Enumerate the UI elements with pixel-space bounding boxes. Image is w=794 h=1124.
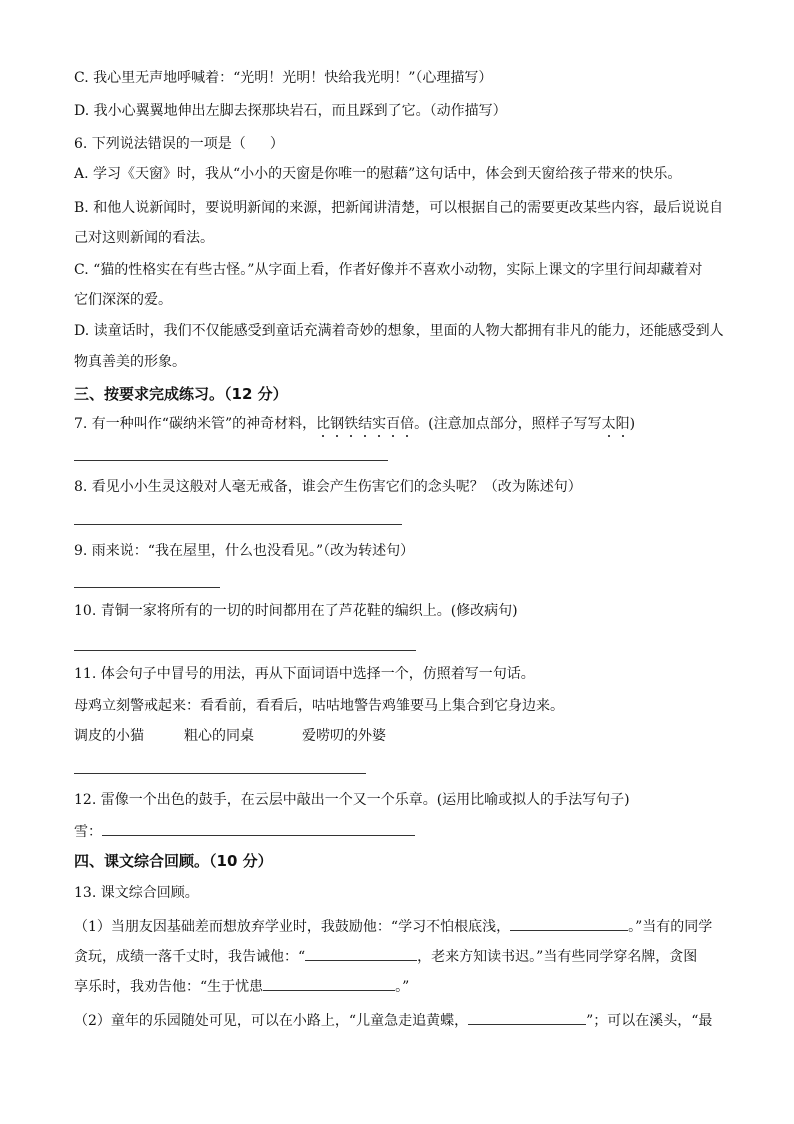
q13-text: （2）童年的乐园随处可见，可以在小路上，“儿童急走追黄蝶， bbox=[74, 1013, 469, 1029]
fill-in-blank[interactable] bbox=[263, 978, 395, 991]
dotted-char: 铁 bbox=[344, 416, 359, 432]
question-7-stem bbox=[74, 416, 635, 432]
q12-prefix: 雪： bbox=[74, 824, 102, 840]
fill-in-blank[interactable] bbox=[510, 918, 628, 931]
fill-in-blank[interactable] bbox=[468, 1012, 586, 1025]
question-6-stem bbox=[74, 136, 284, 152]
dotted-char: 倍 bbox=[400, 416, 415, 432]
q13-text: （1）当朋友因基础差而想放弃学业时，我鼓励他：“学习不怕根底浅， bbox=[74, 919, 511, 935]
q6-stem-close: ） bbox=[269, 136, 284, 152]
q13-text: ”；可以在溪头，“最 bbox=[586, 1013, 713, 1029]
dotted-char: 太 bbox=[601, 416, 616, 432]
q11-example: 母鸡立刻警戒起来：看看前，看看后，咕咕地警告鸡雏要马上集合到它身边来。 bbox=[74, 698, 564, 714]
q13-text: 享乐时，我劝告他：“生于忧患 bbox=[74, 979, 264, 995]
q13-text: 。”当有的同学 bbox=[628, 919, 713, 935]
question-8-stem: 8. 看见小小生灵这般对人毫无戒备，谁会产生伤害它们的念头呢？（改为陈述句） bbox=[74, 479, 582, 495]
q10-answer-line[interactable] bbox=[74, 650, 416, 651]
word-option: 调皮的小猫 bbox=[74, 728, 144, 744]
q12-answer-blank[interactable] bbox=[102, 823, 415, 836]
q13-text: 。” bbox=[395, 979, 410, 995]
question-13-stem: 13. 课文综合回顾。 bbox=[74, 885, 199, 901]
q7-text-a: 7. 有一种叫作“碳纳米管”的神奇材料， bbox=[74, 416, 317, 432]
option-d-line: D. 我小心翼翼地伸出左脚去探那块岩石，而且踩到了它。（动作描写） bbox=[74, 103, 507, 119]
dotted-char: 实 bbox=[372, 416, 387, 432]
q12-answer-row bbox=[74, 823, 415, 840]
q13-part2-line1 bbox=[74, 1012, 712, 1029]
fill-in-blank[interactable] bbox=[305, 948, 417, 961]
question-9-stem: 9. 雨来说：“我在屋里，什么也没看见。”（改为转述句） bbox=[74, 543, 415, 559]
q7-text-c: ) bbox=[629, 416, 636, 432]
section-3-heading: 三、按要求完成练习。（12 分） bbox=[74, 385, 288, 403]
q11-word-options bbox=[74, 728, 386, 744]
q6-option-d-line2: 物真善美的形象。 bbox=[74, 354, 186, 370]
q13-part1-line1 bbox=[74, 918, 712, 935]
q9-answer-line[interactable] bbox=[74, 587, 220, 588]
q6-option-b-line1: B. 和他人说新闻时，要说明新闻的来源，把新闻讲清楚，可以根据自己的需要更改某些内容，最后说说自 bbox=[74, 200, 724, 216]
q13-text: 贪玩，成绩一落千丈时，我告诫他：“ bbox=[74, 949, 306, 965]
q13-text: ，老来方知读书迟。”当有些同学穿名牌，贪图 bbox=[417, 949, 698, 965]
q6-stem-text: 6. 下列说法错误的一项是（ bbox=[74, 136, 246, 152]
q13-part1-line3 bbox=[74, 978, 409, 995]
dotted-char: 比 bbox=[316, 416, 331, 432]
word-option: 粗心的同桌 bbox=[184, 728, 254, 744]
option-c-line: C. 我心里无声地呼喊着：“光明！光明！快给我光明！”（心理描写） bbox=[74, 70, 493, 86]
dotted-char: 钢 bbox=[330, 416, 345, 432]
q6-option-c-line2: 它们深深的爱。 bbox=[74, 292, 172, 308]
section-4-heading: 四、课文综合回顾。（10 分） bbox=[74, 852, 273, 870]
q6-option-b-line2: 己对这则新闻的看法。 bbox=[74, 230, 214, 246]
q7-answer-line[interactable] bbox=[74, 460, 388, 461]
q6-option-a: A. 学习《天窗》时，我从“小小的天窗是你唯一的慰藉”这句话中，体会到天窗给孩子带来的快乐。 bbox=[74, 166, 682, 182]
q13-part1-line2 bbox=[74, 948, 697, 965]
q7-text-b: 。(注意加点部分，照样子写写 bbox=[414, 416, 602, 432]
q6-option-c-line1: C. “猫的性格实在有些古怪。”从字面上看，作者好像并不喜欢小动物，实际上课文的字里行间却藏着对 bbox=[74, 262, 703, 278]
dotted-char: 百 bbox=[386, 416, 401, 432]
q11-answer-line[interactable] bbox=[74, 773, 366, 774]
question-10-stem: 10. 青铜一家将所有的一切的时间都用在了芦花鞋的编织上。(修改病句) bbox=[74, 603, 518, 619]
question-12-stem: 12. 雷像一个出色的鼓手，在云层中敲出一个又一个乐章。(运用比喻或拟人的手法写句子) bbox=[74, 792, 630, 808]
dotted-char: 结 bbox=[358, 416, 373, 432]
dotted-char: 阳 bbox=[615, 416, 630, 432]
question-11-stem: 11. 体会句子中冒号的用法，再从下面词语中选择一个，仿照着写一句话。 bbox=[74, 666, 535, 682]
q6-option-d-line1: D. 读童话时，我们不仅能感受到童话充满着奇妙的想象，里面的人物大都拥有非凡的能力，还能感受到人 bbox=[74, 323, 724, 339]
word-option: 爱唠叨的外婆 bbox=[302, 728, 386, 744]
q8-answer-line[interactable] bbox=[74, 524, 402, 525]
